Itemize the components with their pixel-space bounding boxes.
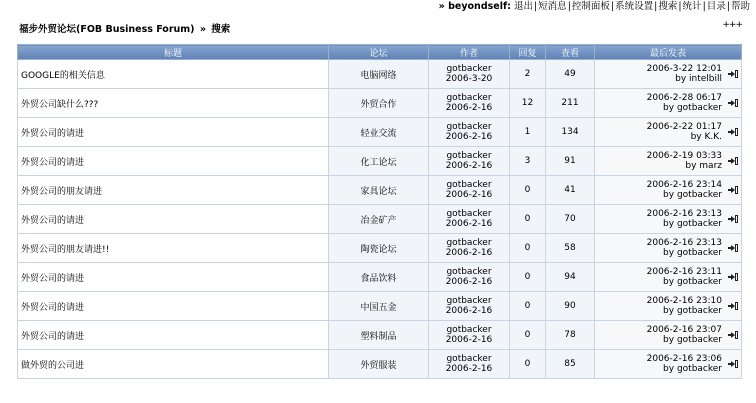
replies-count: 0 [510, 263, 546, 292]
last-post-time: 2006-2-16 23:07 [646, 325, 722, 335]
last-post-author[interactable]: by intelbill [675, 74, 722, 84]
replies-count: 0 [510, 205, 546, 234]
last-post-author[interactable]: by K.K. [690, 132, 722, 142]
thread-title-cell [18, 205, 329, 234]
author-cell [429, 118, 510, 147]
last-post-author[interactable]: by gotbacker [663, 364, 722, 374]
views-count: 78 [546, 321, 595, 350]
header-views: 查看 [546, 45, 595, 60]
thread-title-cell [18, 321, 329, 350]
views-count: 70 [546, 205, 595, 234]
author-cell [429, 321, 510, 350]
forum-link[interactable]: 中国五金 [360, 302, 397, 313]
replies-count: 12 [510, 89, 546, 118]
goto-last-post-icon[interactable] [728, 302, 738, 310]
views-count: 85 [546, 350, 595, 379]
nav-logout[interactable]: 退出 [513, 1, 533, 12]
replies-count: 0 [510, 350, 546, 379]
post-date: 2006-2-16 [445, 161, 493, 171]
post-date: 2006-2-16 [445, 277, 493, 287]
thread-title-link[interactable]: 外贸公司的请进 [21, 215, 85, 226]
pager-icon[interactable]: +++ [722, 20, 742, 30]
nav-search[interactable]: 搜索 [658, 1, 678, 12]
breadcrumb-current: 搜索 [211, 24, 231, 35]
post-date: 2006-2-16 [445, 132, 493, 142]
author-cell [429, 176, 510, 205]
thread-title-link[interactable]: GOOGLE的相关信息 [21, 70, 105, 81]
last-post-cell [595, 263, 742, 292]
views-count: 49 [546, 60, 595, 89]
last-post-author[interactable]: by gotbacker [663, 190, 722, 200]
views-count: 211 [546, 89, 595, 118]
replies-count: 0 [510, 292, 546, 321]
last-post-cell [595, 292, 742, 321]
thread-title-cell [18, 118, 329, 147]
thread-title-cell [18, 147, 329, 176]
last-post-time: 2006-3-22 12:01 [646, 64, 722, 74]
forum-cell [329, 263, 429, 292]
forum-cell [329, 292, 429, 321]
forum-cell [329, 89, 429, 118]
table-row [18, 147, 742, 176]
last-post-author[interactable]: by gotbacker [663, 335, 722, 345]
author-link[interactable]: gotbacker [446, 122, 492, 132]
author-cell [429, 350, 510, 379]
author-link[interactable]: gotbacker [446, 267, 492, 277]
thread-title-link[interactable]: 外贸公司的请进 [21, 157, 85, 168]
last-post-time: 2006-2-16 23:13 [646, 238, 722, 248]
table-row [18, 89, 742, 118]
nav-stats[interactable]: 统计 [682, 1, 702, 12]
thread-title-link[interactable]: 外贸公司的请进 [21, 331, 85, 342]
last-post-cell [595, 89, 742, 118]
views-count: 90 [546, 292, 595, 321]
nav-messages[interactable]: 短消息 [538, 1, 567, 12]
forum-link[interactable]: 食品饮料 [360, 273, 397, 284]
last-post-cell [595, 321, 742, 350]
search-results-table [17, 44, 742, 379]
author-cell [429, 205, 510, 234]
goto-last-post-icon[interactable] [728, 244, 738, 252]
thread-title-link[interactable]: 做外贸的公司进 [21, 360, 85, 371]
goto-last-post-icon[interactable] [728, 157, 738, 165]
views-count: 94 [546, 263, 595, 292]
thread-title-link[interactable]: 外贸公司的请进 [21, 302, 85, 313]
author-link[interactable]: gotbacker [446, 151, 492, 161]
author-cell [429, 234, 510, 263]
goto-last-post-icon[interactable] [728, 186, 738, 194]
forum-link[interactable]: 轻业交流 [360, 128, 397, 139]
thread-title-cell [18, 292, 329, 321]
forum-cell [329, 321, 429, 350]
forum-cell [329, 60, 429, 89]
forum-link[interactable]: 塑料制品 [360, 331, 397, 342]
post-date: 2006-2-16 [445, 248, 493, 258]
last-post-author[interactable]: by gotbacker [663, 306, 722, 316]
forum-cell [329, 234, 429, 263]
forum-cell [329, 205, 429, 234]
post-date: 2006-2-16 [445, 190, 493, 200]
author-cell [429, 147, 510, 176]
table-row [18, 350, 742, 379]
header-title: 标题 [18, 45, 329, 60]
breadcrumb-forum-link[interactable]: 福步外贸论坛(FOB Business Forum) [19, 24, 195, 35]
last-post-cell [595, 205, 742, 234]
thread-title-link[interactable]: 外贸公司缺什么??? [21, 99, 99, 110]
table-row [18, 263, 742, 292]
nav-system-settings[interactable]: 系统设置 [615, 1, 654, 12]
last-post-cell [595, 176, 742, 205]
thread-title-cell [18, 60, 329, 89]
last-post-author[interactable]: by gotbacker [663, 277, 722, 287]
replies-count: 0 [510, 321, 546, 350]
thread-title-cell [18, 263, 329, 292]
views-count: 58 [546, 234, 595, 263]
header-author: 作者 [429, 45, 510, 60]
table-header-row [18, 45, 742, 60]
last-post-time: 2006-2-19 03:33 [646, 151, 722, 161]
nav-help[interactable]: 帮助 [730, 1, 750, 12]
nav-control-panel[interactable]: 控制面板 [571, 1, 610, 12]
forum-link[interactable]: 外贸服装 [360, 360, 397, 371]
table-row [18, 60, 742, 89]
table-row [18, 234, 742, 263]
forum-cell [329, 176, 429, 205]
thread-title-cell [18, 234, 329, 263]
post-date: 2006-3-20 [445, 74, 493, 84]
post-date: 2006-2-16 [445, 364, 493, 374]
forum-link[interactable]: 外贸合作 [360, 99, 397, 110]
author-cell [429, 89, 510, 118]
breadcrumb-separator: » [199, 24, 206, 35]
last-post-author[interactable]: by gotbacker [663, 248, 722, 258]
last-post-time: 2006-2-28 06:17 [646, 93, 722, 103]
header-last-post: 最后发表 [595, 45, 742, 60]
last-post-time: 2006-2-16 23:10 [646, 296, 722, 306]
table-row [18, 118, 742, 147]
author-link[interactable]: gotbacker [446, 64, 492, 74]
forum-link[interactable]: 家具论坛 [360, 186, 397, 197]
last-post-time: 2006-2-16 23:14 [646, 180, 722, 190]
last-post-cell [595, 350, 742, 379]
forum-cell [329, 350, 429, 379]
forum-cell [329, 147, 429, 176]
goto-last-post-icon[interactable] [728, 331, 738, 339]
last-post-author[interactable]: by gotbacker [663, 219, 722, 229]
author-link[interactable]: gotbacker [446, 209, 492, 219]
author-cell [429, 60, 510, 89]
last-post-author[interactable]: by gotbacker [663, 103, 722, 113]
last-post-cell [595, 147, 742, 176]
author-link[interactable]: gotbacker [446, 354, 492, 364]
last-post-cell [595, 60, 742, 89]
last-post-author[interactable]: by marz [685, 161, 722, 171]
views-count: 134 [546, 118, 595, 147]
post-date: 2006-2-16 [445, 103, 493, 113]
replies-count: 1 [510, 118, 546, 147]
post-date: 2006-2-16 [445, 306, 493, 316]
forum-link[interactable]: 冶金矿产 [360, 215, 397, 226]
author-link[interactable]: gotbacker [446, 325, 492, 335]
author-link[interactable]: gotbacker [446, 238, 492, 248]
replies-count: 0 [510, 176, 546, 205]
table-row [18, 205, 742, 234]
goto-last-post-icon[interactable] [728, 273, 738, 281]
last-post-cell [595, 234, 742, 263]
last-post-time: 2006-2-16 23:06 [646, 354, 722, 364]
thread-title-cell [18, 89, 329, 118]
views-count: 41 [546, 176, 595, 205]
goto-last-post-icon[interactable] [728, 99, 738, 107]
author-cell [429, 292, 510, 321]
table-row [18, 321, 742, 350]
last-post-time: 2006-2-22 01:17 [646, 122, 722, 132]
replies-count: 2 [510, 60, 546, 89]
thread-title-cell [18, 350, 329, 379]
thread-title-cell [18, 176, 329, 205]
replies-count: 3 [510, 147, 546, 176]
author-link[interactable]: gotbacker [446, 93, 492, 103]
replies-count: 0 [510, 234, 546, 263]
goto-last-post-icon[interactable] [728, 360, 738, 368]
breadcrumb [19, 21, 230, 35]
thread-title-link[interactable]: 外贸公司的请进 [21, 128, 85, 139]
thread-title-link[interactable]: 外贸公司的朋友请进!! [21, 244, 110, 255]
views-count: 91 [546, 147, 595, 176]
goto-last-post-icon[interactable] [728, 215, 738, 223]
table-row [18, 176, 742, 205]
author-link[interactable]: gotbacker [446, 180, 492, 190]
table-row [18, 292, 742, 321]
forum-link[interactable]: 化工论坛 [360, 157, 397, 168]
forum-link[interactable]: 陶瓷论坛 [360, 244, 397, 255]
goto-last-post-icon[interactable] [728, 70, 738, 78]
thread-title-link[interactable]: 外贸公司的朋友请进 [21, 186, 103, 197]
author-cell [429, 263, 510, 292]
forum-link[interactable]: 电脑网络 [360, 70, 397, 81]
author-link[interactable]: gotbacker [446, 296, 492, 306]
post-date: 2006-2-16 [445, 219, 493, 229]
username[interactable]: beyondself [448, 1, 508, 12]
goto-last-post-icon[interactable] [728, 128, 738, 136]
forum-cell [329, 118, 429, 147]
last-post-time: 2006-2-16 23:13 [646, 209, 722, 219]
header-replies: 回复 [510, 45, 546, 60]
header-forum: 论坛 [329, 45, 429, 60]
last-post-cell [595, 118, 742, 147]
thread-title-link[interactable]: 外贸公司的请进 [21, 273, 85, 284]
post-date: 2006-2-16 [445, 335, 493, 345]
nav-directory[interactable]: 目录 [706, 1, 726, 12]
top-nav: » beyondself: 退出|短消息|控制面板|系统设置|搜索|统计|目录|帮助 [438, 1, 750, 12]
last-post-time: 2006-2-16 23:11 [646, 267, 722, 277]
